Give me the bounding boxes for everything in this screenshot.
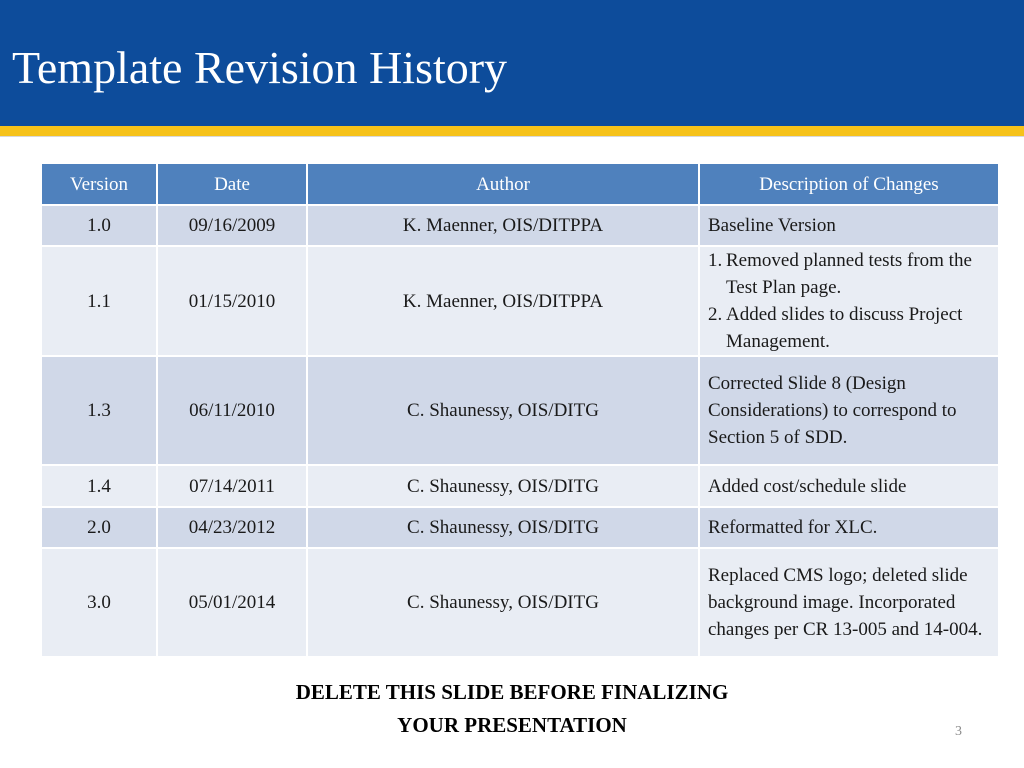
author-cell: C. Shaunessy, OIS/DITG [307, 548, 699, 657]
list-item: 1. Removed planned tests from the Test Plan page. [708, 250, 972, 298]
table-row [41, 246, 999, 356]
revision-history-table [40, 162, 1000, 658]
description-cell: Baseline Version [699, 205, 999, 246]
table-row [41, 356, 999, 465]
note-line-2: YOUR PRESENTATION [397, 713, 627, 737]
date-cell: 01/15/2010 [157, 246, 307, 356]
page-number: 3 [955, 724, 962, 739]
version-cell: 2.0 [41, 507, 157, 548]
description-cell: Reformatted for XLC. [699, 507, 999, 548]
description-cell: Corrected Slide 8 (Design Considerations) to correspond to Section 5 of SDD. [699, 356, 999, 465]
description-cell: Replaced CMS logo; deleted slide background image. Incorporated changes per CR 13-005 and 14-004. [699, 548, 999, 657]
version-cell: 1.4 [41, 465, 157, 507]
list-item-text: Added slides to discuss Project Management. [726, 304, 963, 352]
note-line-1: DELETE THIS SLIDE BEFORE FINALIZING [295, 680, 729, 704]
version-cell: 1.3 [41, 356, 157, 465]
date-cell: 04/23/2012 [157, 507, 307, 548]
table-row [41, 548, 999, 657]
slide-title: Template Revision History [12, 42, 508, 93]
version-cell: 3.0 [41, 548, 157, 657]
table-row [41, 507, 999, 548]
date-cell: 09/16/2009 [157, 205, 307, 246]
list-item-text: Removed planned tests from the Test Plan page. [726, 250, 972, 298]
column-header-version: Version [41, 163, 157, 205]
author-cell: K. Maenner, OIS/DITPPA [307, 205, 699, 246]
description-cell [699, 246, 999, 356]
version-cell: 1.1 [41, 246, 157, 356]
author-cell: C. Shaunessy, OIS/DITG [307, 465, 699, 507]
table-row [41, 205, 999, 246]
date-cell: 07/14/2011 [157, 465, 307, 507]
column-header-description: Description of Changes [699, 163, 999, 205]
column-header-date: Date [157, 163, 307, 205]
date-cell: 06/11/2010 [157, 356, 307, 465]
table-header-row [41, 163, 999, 205]
accent-divider [0, 136, 1024, 137]
description-cell: Added cost/schedule slide [699, 465, 999, 507]
author-cell: C. Shaunessy, OIS/DITG [307, 507, 699, 548]
table-row [41, 465, 999, 507]
delete-slide-note [212, 676, 812, 742]
date-cell: 05/01/2014 [157, 548, 307, 657]
column-header-author: Author [307, 163, 699, 205]
changes-list [708, 247, 992, 355]
list-item: 2. Added slides to discuss Project Management. [708, 304, 963, 352]
title-banner [0, 0, 1024, 126]
author-cell: C. Shaunessy, OIS/DITG [307, 356, 699, 465]
version-cell: 1.0 [41, 205, 157, 246]
author-cell: K. Maenner, OIS/DITPPA [307, 246, 699, 356]
accent-bar [0, 126, 1024, 136]
